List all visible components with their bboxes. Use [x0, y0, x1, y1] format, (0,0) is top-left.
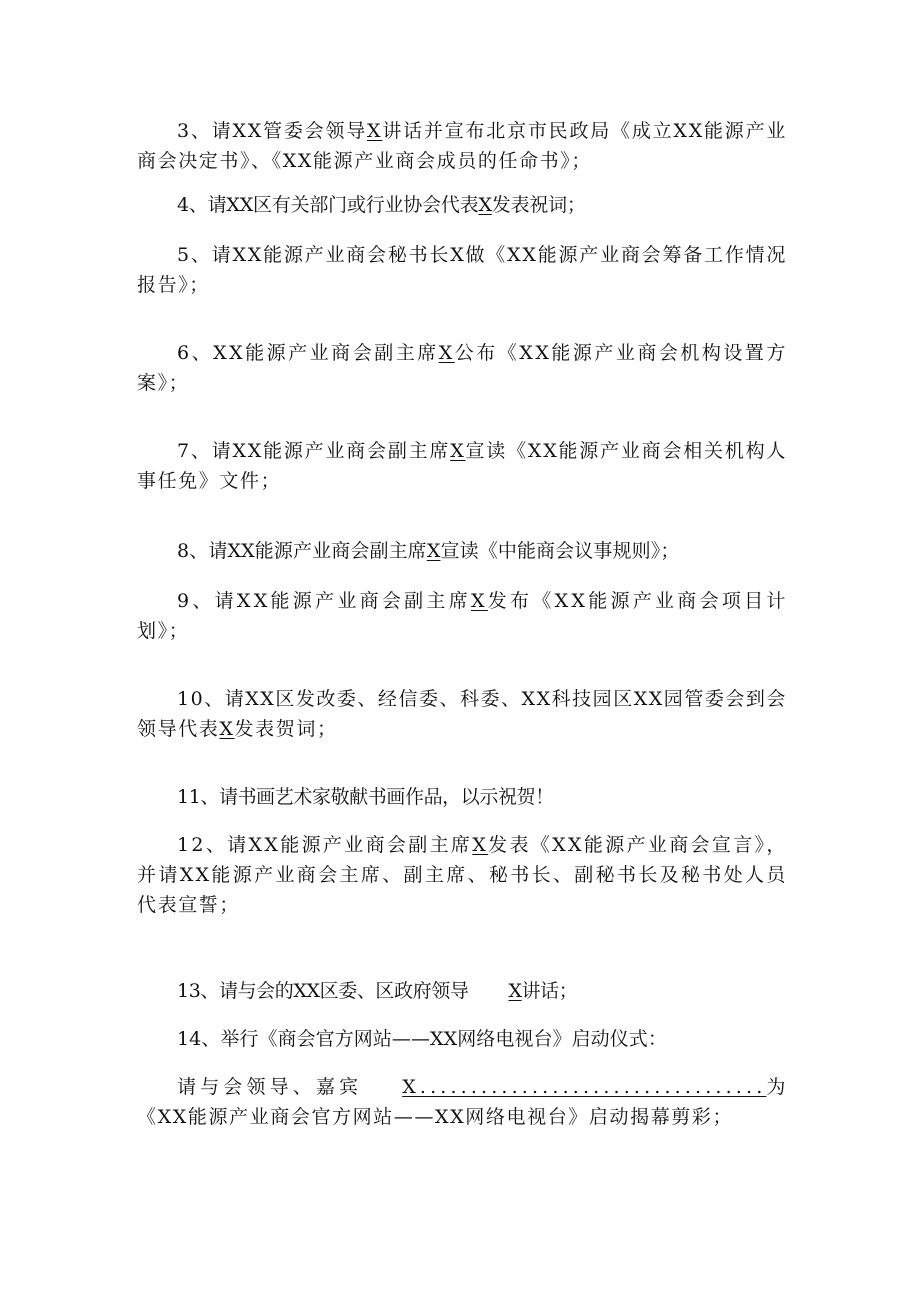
- text-run: 领导代表: [137, 718, 220, 740]
- text-run: 6、XX能源产业商会副主席: [177, 342, 439, 364]
- text-run: 宣读《中能商会议事规则》；: [440, 540, 680, 562]
- underlined-placeholder: X: [478, 194, 492, 216]
- text-line: [137, 830, 787, 860]
- text-line: [137, 1024, 787, 1054]
- underlined-placeholder: X: [450, 440, 466, 462]
- text-run: 14、举行《商会官方网站——XX网络电视台》启动仪式：: [177, 1028, 667, 1050]
- text-line: [137, 890, 787, 920]
- text-run: 5、请XX能源产业商会秘书长X做《XX能源产业商会筹备工作情况: [177, 244, 788, 266]
- underlined-placeholder: X: [508, 980, 522, 1002]
- text-run: 发布《XX能源产业商会项目计: [487, 590, 789, 612]
- text-run: 请与会领导、嘉宾: [177, 1076, 363, 1098]
- text-run: 7、请XX能源产业商会副主席: [177, 440, 451, 462]
- underlined-placeholder: X: [438, 342, 455, 364]
- agenda-item-9: [137, 586, 787, 646]
- text-line: [137, 616, 787, 646]
- agenda-item-11: [137, 782, 787, 812]
- text-line: [137, 860, 787, 890]
- text-run: 8、请XX能源产业商会副主席: [177, 540, 427, 562]
- agenda-item-7: [137, 436, 787, 496]
- text-run: 事任免》文件；: [137, 470, 282, 492]
- text-run: 代表宣誓；: [137, 894, 241, 916]
- agenda-item-14-detail: [137, 1072, 790, 1132]
- text-line: [137, 466, 787, 496]
- underlined-placeholder: X: [470, 590, 488, 612]
- text-run: 讲话；: [521, 980, 578, 1002]
- text-run: 商会决定书》、《XX能源产业商会成员的任命书》；: [137, 150, 592, 172]
- agenda-item-6: [137, 338, 787, 398]
- text-run: 宣读《XX能源产业商会相关机构人: [465, 440, 788, 462]
- text-run: 报告》；: [137, 274, 210, 296]
- text-run: 13、请与会的XX区委、区政府领导: [177, 980, 469, 1002]
- agenda-item-13: [137, 976, 787, 1006]
- text-line: [137, 146, 787, 176]
- agenda-item-14: [137, 1024, 787, 1054]
- text-run: 为: [766, 1076, 790, 1098]
- text-run: 发表《XX能源产业商会宣言》，: [488, 834, 788, 856]
- underlined-placeholder: X: [367, 120, 383, 142]
- underlined-placeholder: X: [472, 834, 489, 856]
- text-line: [137, 270, 787, 300]
- text-line: [137, 116, 787, 146]
- text-run: 案》；: [137, 372, 190, 394]
- text-line: [137, 1102, 787, 1132]
- text-line: [137, 714, 787, 744]
- text-run: 发表贺词；: [234, 718, 338, 740]
- agenda-item-10: [137, 684, 787, 744]
- text-run: 9、请XX能源产业商会副主席: [177, 590, 471, 612]
- text-line: [137, 684, 787, 714]
- text-run: 4、请XX区有关部门或行业协会代表: [177, 194, 479, 216]
- text-line: [137, 338, 787, 368]
- text-line: [137, 536, 787, 566]
- text-line: [137, 976, 787, 1006]
- text-run: 《XX能源产业商会官方网站——XX网络电视台》启动揭幕剪彩；: [137, 1106, 734, 1128]
- agenda-item-4: [137, 190, 787, 220]
- text-line: [137, 1072, 790, 1102]
- text-run: 发表祝词；: [491, 194, 586, 216]
- text-line: [137, 586, 787, 616]
- agenda-item-12: [137, 830, 787, 920]
- text-run: 并请XX能源产业商会主席、副主席、秘书长、副秘书长及秘书处人员: [137, 864, 788, 886]
- text-run: 公布《XX能源产业商会机构设置方: [454, 342, 788, 364]
- agenda-item-5: [137, 240, 787, 300]
- text-run: 11、请书画艺术家敬献书画作品，以示祝贺！: [177, 786, 554, 808]
- underlined-placeholder: X..................................: [402, 1076, 767, 1098]
- agenda-item-3: [137, 116, 787, 176]
- agenda-item-8: [137, 536, 787, 566]
- text-line: [137, 190, 787, 220]
- underlined-placeholder: X: [426, 540, 441, 562]
- underlined-placeholder: X: [219, 718, 235, 740]
- text-line: [137, 436, 787, 466]
- text-line: [137, 782, 787, 812]
- text-run: 讲话并宣布北京市民政局《成立XX能源产业: [382, 120, 788, 142]
- text-run: 12、请XX能源产业商会副主席: [177, 834, 473, 856]
- text-run: 划》；: [137, 620, 190, 642]
- text-run: 3、请XX管委会领导: [177, 120, 368, 142]
- text-run: 10、请XX区发改委、经信委、科委、XX科技园区XX园管委会到会: [177, 688, 787, 710]
- text-line: [137, 368, 787, 398]
- text-line: [137, 240, 787, 270]
